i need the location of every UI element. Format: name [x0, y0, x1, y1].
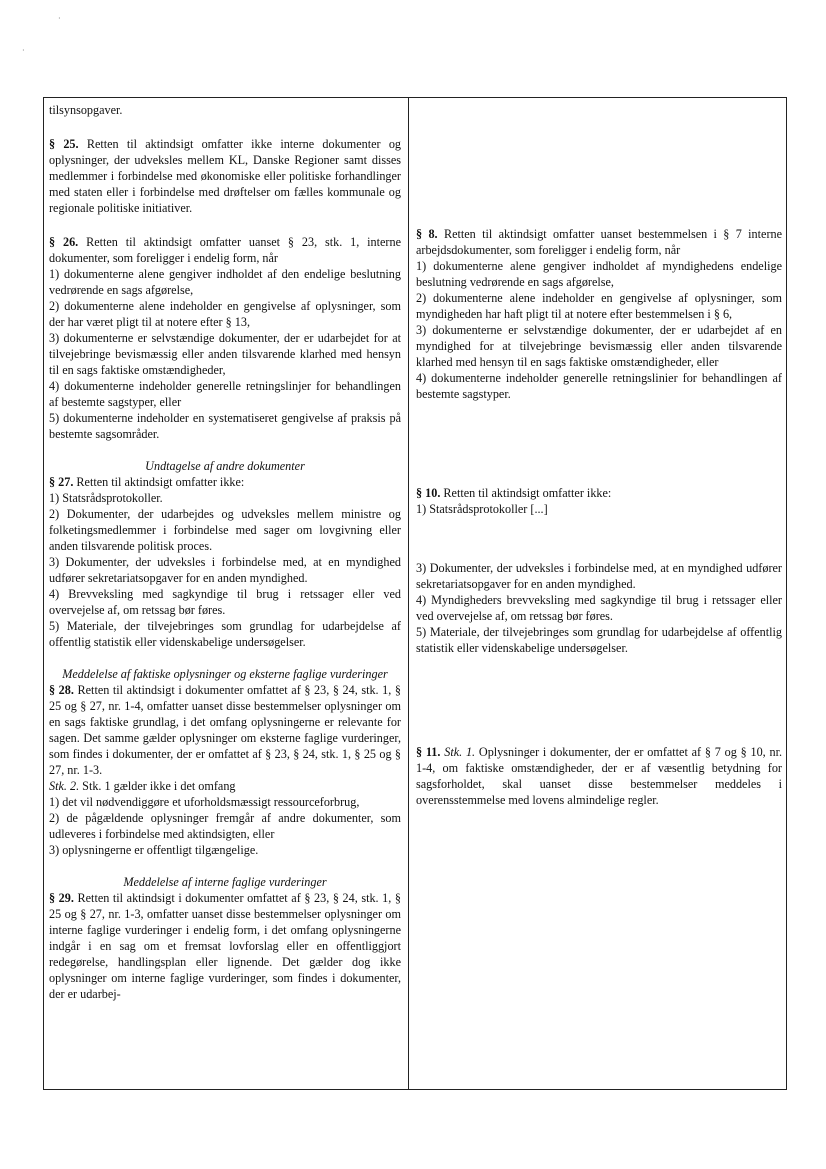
list-item: 3) Dokumenter, der udveksles i forbindelse med, at en myndighed udfører sekretariatsopgaver for en anden myndighed. [416, 561, 782, 591]
section-intro: Retten til aktindsigt omfatter uanset § 23, stk. 1, interne dokumenter, som foreligger i endelig form, når [49, 235, 401, 265]
section-8 [416, 226, 782, 402]
section-text: Retten til aktindsigt i dokumenter omfattet af § 23, § 24, stk. 1, § 25 og § 27, nr. 1-4, omfatter uanset disse bestemmelser oplysninger om en sags faktiske grundlag, i det omfang oplysningerne er relevante for sagen. Det samme gælder oplysninger om eksterne faglige vurderinger, som findes i dokumenter, der er omfattet af § 23, § 24, stk. 1, § 25 og § 27, nr. 1-3. [49, 683, 402, 777]
list-item: 1) dokumenterne alene gengiver indholdet af myndighedens endelige beslutning vedrørende en sags afgørelse, [416, 259, 782, 289]
section-text: Oplysninger i dokumenter, der er omfattet af § 7 og § 10, nr. 1-4, om faktiske omstændigheder, der er af væsentlig betydning for sagsforholdet, skal uanset disse bestemmelser meddeles i overensstemmelse med lovens almindelige regler. [416, 745, 783, 807]
section-10-continued [416, 560, 782, 656]
list-item: 1) Statsrådsprotokoller. [49, 491, 163, 505]
section-heading: Meddelelse af interne faglige vurderinger [123, 875, 327, 889]
scan-mark: · [58, 14, 61, 23]
section-number: § 28. [49, 683, 74, 697]
list-item: 2) dokumenterne alene indeholder en gengivelse af oplysninger, som der har været pligt til at notere efter § 13, [49, 299, 401, 329]
section-number: § 10. [416, 486, 441, 500]
list-item: 3) oplysningerne er offentligt tilgængelige. [49, 843, 259, 857]
list-item: 2) de pågældende oplysninger fremgår af andre dokumenter, som udleveres i forbindelse med aktindsigten, eller [49, 811, 401, 841]
list-item: 1) det vil nødvendiggøre et uforholdsmæssigt ressourceforbrug, [49, 795, 360, 809]
list-item: 5) Materiale, der tilvejebringes som grundlag for udarbejdelse af offentlig statistik eller videnskabelige undersøgelser. [49, 619, 401, 649]
list-item: 4) dokumenterne indeholder generelle retningslinier for behandlingen af bestemte sagstyper. [416, 371, 782, 401]
section-29 [49, 890, 401, 1002]
section-intro: Retten til aktindsigt omfatter ikke: [76, 475, 245, 489]
section-25 [49, 136, 401, 216]
section-27 [49, 474, 401, 650]
list-item: 5) Materiale, der tilvejebringes som grundlag for udarbejdelse af offentlig statistik eller videnskabelige undersøgelser. [416, 625, 782, 655]
list-item: 1) Statsrådsprotokoller [...] [416, 502, 548, 516]
list-item: 3) dokumenterne er selvstændige dokumenter, der er udarbejdet for at tilvejebringe bevismæssig eller anden tilsvarende klarhed med hensyn til en sags faktiske omstændigheder, [49, 331, 401, 377]
list-item: 1) dokumenterne alene gengiver indholdet af den endelige beslutning vedrørende en sags afgørelse, [49, 267, 401, 297]
scan-mark: · [22, 46, 25, 55]
section-heading: Meddelelse af faktiske oplysninger og eksterne faglige vurderinger [62, 667, 388, 681]
list-item: 2) dokumenterne alene indeholder en gengivelse af oplysninger, som myndigheden har haft pligt til at notere efter bestemmelsen i § 6, [416, 291, 782, 321]
section-intro: Retten til aktindsigt omfatter uanset bestemmelsen i § 7 interne arbejdsdokumenter, som foreligger i endelig form, når [416, 227, 783, 257]
section-11 [416, 744, 782, 808]
left-column [49, 102, 401, 1020]
comparison-table [43, 97, 787, 1090]
section-heading: Undtagelse af andre dokumenter [145, 459, 305, 473]
stk-label: Stk. 1. [444, 745, 476, 759]
section-number: § 25. [49, 137, 79, 151]
section-number: § 29. [49, 891, 74, 905]
section-28 [49, 682, 401, 858]
stk-text: Stk. 1 gælder ikke i det omfang [82, 779, 236, 793]
column-divider [408, 98, 409, 1089]
section-10 [416, 485, 782, 517]
section-number: § 26. [49, 235, 79, 249]
section-text: Retten til aktindsigt omfatter ikke interne dokumenter og oplysninger, der udveksles mellem KL, Danske Regioner samt disses medlemmer i forbindelse med økonomiske eller politiske forhandlinger med staten eller i forbindelse med drøftelser om fælles kommunale og regionale politiske initiativer. [49, 137, 402, 215]
stk-label: Stk. 2. [49, 779, 80, 793]
section-26 [49, 234, 401, 442]
intro-tail: tilsynsopgaver. [49, 103, 123, 117]
section-number: § 11. [416, 745, 441, 759]
list-item: 4) Brevveksling med sagkyndige til brug i retssager eller ved overvejelse af, om retssag bør føres. [49, 587, 401, 617]
section-intro: Retten til aktindsigt omfatter ikke: [443, 486, 612, 500]
list-item: 5) dokumenterne indeholder en systematiseret gengivelse af praksis på bestemte sagsområder. [49, 411, 401, 441]
section-number: § 8. [416, 227, 438, 241]
list-item: 4) Myndigheders brevveksling med sagkyndige til brug i retssager eller ved overvejelse af, om retssag bør føres. [416, 593, 782, 623]
section-number: § 27. [49, 475, 74, 489]
list-item: 3) Dokumenter, der udveksles i forbindelse med, at en myndighed udfører sekretariatsopgaver for en anden myndighed. [49, 555, 401, 585]
section-text: Retten til aktindsigt i dokumenter omfattet af § 23, § 24, stk. 1, § 25 og § 27, nr. 1-3, omfatter uanset disse bestemmelser oplysninger om interne faglige vurderinger i endelig form, i det omfang oplysningerne indgår i en sag om et fremsat lovforslag eller en offentliggjort redegørelse, handlingsplan eller lignende. Det gælder dog ikke oplysninger om interne faglige vurderinger, som findes i dokumenter, der er udarbej- [49, 891, 402, 1001]
list-item: 3) dokumenterne er selvstændige dokumenter, der er udarbejdet af en myndighed for at tilvejebringe bevismæssig eller anden tilsvarende klarhed med hensyn til en sags faktiske omstændigheder, eller [416, 323, 782, 369]
list-item: 2) Dokumenter, der udarbejdes og udveksles mellem ministre og folketingsmedlemmer i forbindelse med sager om lovgivning eller anden tilsvarende politisk proces. [49, 507, 401, 553]
list-item: 4) dokumenterne indeholder generelle retningslinjer for behandlingen af bestemte sagstyper, eller [49, 379, 401, 409]
